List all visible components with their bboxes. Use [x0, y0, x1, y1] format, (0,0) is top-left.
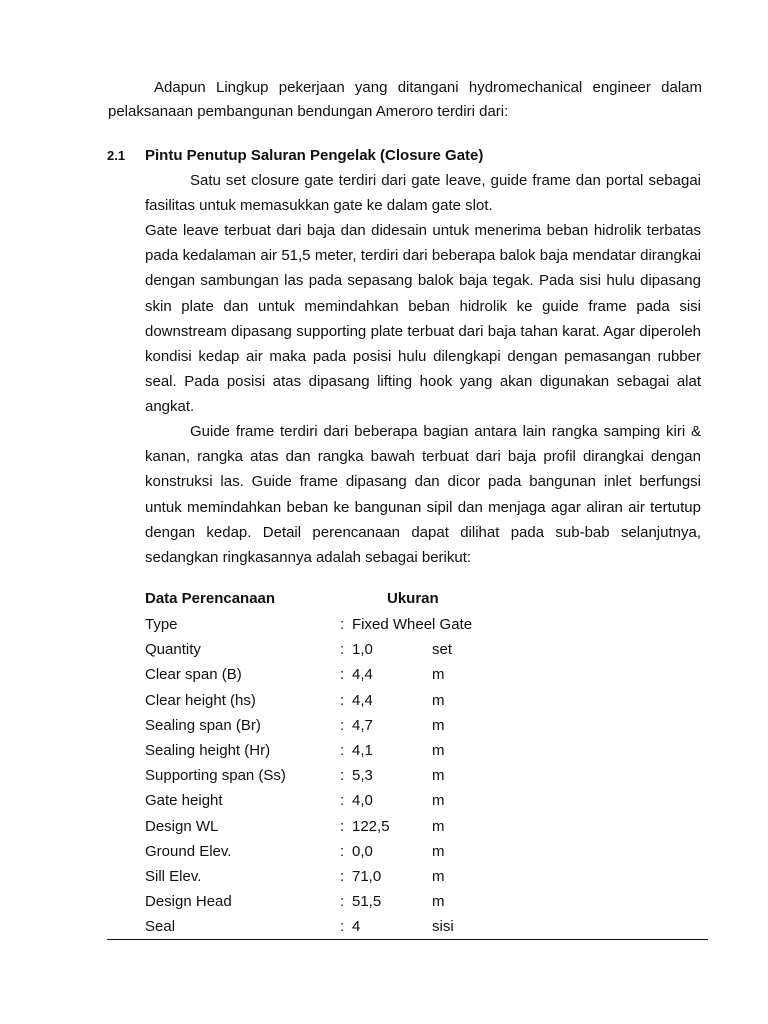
row-colon: :	[340, 792, 345, 810]
table-row	[145, 788, 705, 813]
header-ukuran: Ukuran	[387, 590, 439, 607]
table-row	[145, 839, 705, 864]
intro-text: Adapun Lingkup pekerjaan yang ditangani hydromechanical engineer dalam pelaksanaan pembangunan bendungan Ameroro terdiri dari:	[108, 79, 702, 120]
row-colon: :	[340, 641, 345, 659]
row-colon: :	[340, 893, 345, 911]
row-label: Clear height (hs)	[145, 691, 256, 709]
row-value: 122,5	[352, 817, 390, 835]
header-data-perencanaan: Data Perencanaan	[145, 590, 276, 607]
row-label: Sealing height (Hr)	[145, 741, 271, 759]
row-value: 51,5	[352, 893, 382, 911]
row-unit: set	[432, 641, 453, 659]
row-value: 4,7	[352, 716, 373, 734]
row-value: 4,4	[352, 666, 373, 684]
row-label: Supporting span (Ss)	[145, 767, 286, 785]
row-label: Gate height	[145, 792, 223, 810]
row-label: Clear span (B)	[145, 666, 242, 684]
row-value: 4,4	[352, 691, 373, 709]
row-unit: m	[432, 767, 445, 785]
row-label: Ground Elev.	[145, 842, 232, 860]
table-row	[145, 864, 705, 889]
table-row	[145, 889, 705, 914]
row-colon: :	[340, 842, 345, 860]
row-unit: m	[432, 817, 445, 835]
row-unit: m	[432, 691, 445, 709]
row-value: 4,0	[352, 792, 373, 810]
row-unit: sisi	[432, 918, 454, 936]
row-value: 0,0	[352, 842, 373, 860]
section-title: Pintu Penutup Saluran Pengelak (Closure Gate)	[145, 147, 484, 164]
row-unit: m	[432, 666, 445, 684]
row-label: Type	[145, 616, 178, 633]
row-value: 4	[352, 918, 361, 936]
row-unit: m	[432, 867, 445, 885]
row-value: 5,3	[352, 767, 373, 785]
row-value: 71,0	[352, 867, 382, 885]
row-unit: m	[432, 716, 445, 734]
row-colon: :	[340, 716, 345, 734]
table-row	[145, 914, 705, 939]
row-label: Design WL	[145, 817, 219, 835]
row-colon: :	[340, 918, 345, 936]
row-unit: m	[432, 893, 445, 911]
row-unit: m	[432, 741, 445, 759]
row-colon: :	[340, 691, 345, 709]
row-colon: :	[340, 867, 345, 885]
design-data-table	[145, 588, 705, 939]
row-colon: :	[340, 817, 345, 835]
row-label: Sealing span (Br)	[145, 716, 261, 734]
row-colon: :	[340, 666, 345, 684]
table-row	[145, 738, 705, 763]
row-label: Seal	[145, 918, 176, 936]
table-row	[145, 612, 705, 637]
paragraph-gate-leave: Gate leave terbuat dari baja dan didesain untuk menerima beban hidrolik terbatas pada kedalaman air 51,5 meter, terdiri dari beberapa balok baja mendatar dirangkai dengan sambungan las pada sepasang balok baja tegak. Pada sisi hulu dipasang skin plate dan untuk memindahkan beban hidrolik ke guide frame pada sisi downstream dipasang supporting plate terbuat dari baja tahan karat. Agar diperoleh kondisi kedap air maka pada posisi hulu dilengkapi dengan pemasangan rubber seal. Pada posisi atas dipasang lifting hook yang akan digunakan sebagai alat angkat.	[145, 222, 701, 416]
table-row	[145, 763, 705, 788]
row-value: 1,0	[352, 641, 373, 659]
row-unit: m	[432, 792, 445, 810]
row-colon: :	[340, 767, 345, 785]
row-label: Sill Elev.	[145, 867, 202, 885]
row-colon: :	[340, 741, 345, 759]
intro-paragraph	[108, 76, 702, 124]
row-label: Design Head	[145, 893, 232, 911]
row-value: 4,1	[352, 741, 373, 759]
table-bottom-rule	[107, 939, 708, 940]
row-value: Fixed Wheel Gate	[352, 616, 473, 633]
paragraph-guide-frame: Guide frame terdiri dari beberapa bagian antara lain rangka samping kiri & kanan, rangka atas dan rangka bawah terbuat dari baja profil dirangkai dengan konstruksi las. Guide frame dipasang dan dicor pada bangunan inlet berfungsi untuk memindahkan beban ke bangunan sipil dan menjaga agar aliran air tertutup dengan kedap. Detail perencanaan dapat dilihat pada sub-bab selanjutnya, sedangkan ringkasannya adalah sebagai berikut:	[145, 423, 701, 567]
design-data-header	[145, 588, 705, 612]
table-row	[145, 662, 705, 687]
row-unit: m	[432, 842, 445, 860]
table-row	[145, 713, 705, 738]
row-colon: :	[340, 616, 345, 633]
section-number: 2.1	[107, 148, 126, 163]
design-data-rows	[145, 612, 705, 939]
table-row	[145, 688, 705, 713]
paragraph-closure-gate-set: Satu set closure gate terdiri dari gate leave, guide frame dan portal sebagai fasilitas untuk memasukkan gate ke dalam gate slot.	[145, 172, 701, 215]
row-label: Quantity	[145, 641, 201, 659]
table-row	[145, 814, 705, 839]
table-row	[145, 637, 705, 662]
